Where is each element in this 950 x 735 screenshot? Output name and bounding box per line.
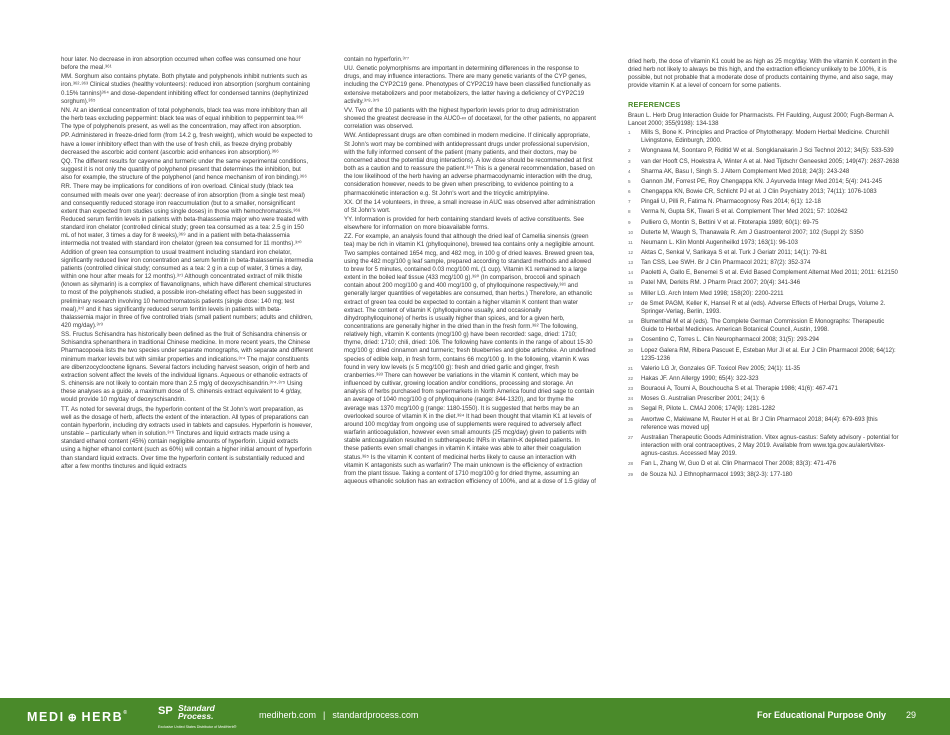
reference-item — [628, 269, 900, 277]
reference-item — [628, 460, 900, 468]
paragraph: NN. At an identical concentration of total polyphenols, black tea was more inhibitory than all the herb teas excluding peppermint: black tea was of equal inhibition to peppermint tea.³⁶⁶ The type of polyphenols present, as well as the concentration, may affect iron absorption. — [61, 106, 307, 131]
paragraph: ZZ. For example, an analysis found that although the dried leaf of Camellia sinensis (green tea) may be rich in vitamin K1 (phylloquinone), brewed tea contains only a negligible amount. Two samples contained 1654 mcg, and 482 mcg, in 100 g of dried leaves. Brewed green tea, using the 482 mcg/100 g leaf sample, prepared according to standard methods and allowed to brew for 5 minutes, contained 0.03 mcg/100 mL (1 cup). Vitamin K1 remained to a large extent in the boiled leaf tissue (433 mcg/100 g).³⁸⁰ (In comparison, broccoli and spinach contain about 200 mcg/100 g and 400 mcg/100 g, of phylloquinone respectively,³⁸¹ and generally larger quantities of vegetables are consumed, than herbs.) Therefore, an ethanolic extract of green tea could be expected to contain a higher vitamin K content than water extract. The content of vitamin K (phylloquinone usually, and occasionally dihydrophylloquinone) of herbs is usually higher than spices, and for a given herb, concentrations are generally higher in the dried than in the fresh form.³⁸² The following, relatively high, vitamin K contents (mcg/100 g) have been recorded: sage, dried: 1710; thyme, dried: 1710; chili, dried: 106. The following have contents in the range of about 15-30 mcg/100 g: dried cinnamon and turmeric; fresh blueberries and globe artichoke. An undefined species of edible kelp, in fresh form, contains 66 mcg/100 g. In the following, vitamin K was found in very low levels (≤ 5 mcg/100 g): fresh and dried garlic and ginger, fresh cranberries.³⁸³ There can however be variations in the vitamin K content, which may be influenced by cultivar, growing location and/or conditions, processing and storage. An analysis of herbs purchased from supermarkets in North America found dried sage to contain an average of 1040 mcg/100 g of phylloquinone (range: 844-1320), and for thyme the average was 1370 mcg/100 g (range: 1180-1550). It is suggested that herbs may be an overlooked source of vitamin K in the diet.³⁸⁴ It had been thought that vitamin K1 at levels of around 100 mcg/day from ongoing use of supplements were required to adversely affect warfarin anticoagulation, however even small amounts (25 mcg/day) given to patients with stable anticoagulation resulted in subtherapeutic INRs in vitamin-K depleted patients. In these patients even small changes in vitamin K intake was able to alter their coagulation status.³⁸⁵ Is the vitamin K content of medicinal herbs likely to cause an interaction with vitamin K antagonists such as warfarin? The main unknown is the efficiency of extraction from the plant tissue. Taking a content of 1710 mcg/100 g for dried thyme, assuming an aqueous ethanolic solution has an extraction efficiency of 100%, and at a dose of 1.5 g/day of — [344, 233, 596, 485]
reference-item — [628, 336, 900, 344]
reference-text: Sharma AK, Basu I, Singh S. J Altern Complement Med 2018; 24(3): 243-248 — [641, 167, 850, 175]
reference-item — [628, 290, 900, 298]
reference-number: 26 — [628, 416, 634, 422]
paragraph: contain no hyperforin.³⁷⁷ — [344, 56, 410, 63]
reference-item — [628, 385, 900, 393]
reference-text: Hakas JF. Ann Allergy 1990; 65(4): 322-323 — [641, 375, 759, 382]
reference-number: 21 — [628, 365, 634, 371]
reference-text: Verma N, Gupta SK, Tiwari S et al. Complement Ther Med 2021; 57: 102642 — [641, 208, 848, 216]
reference-item — [628, 365, 900, 373]
reference-list — [628, 129, 900, 479]
reference-text: Awortwe C, Makiwane M, Reuter H et al. Br J Clin Pharmacol 2018; 84(4): 679-693 [this reference was moved up] — [641, 415, 878, 431]
reference-number: 9 — [628, 219, 631, 225]
reference-number: 2 — [628, 148, 631, 154]
text-column-2 — [344, 56, 596, 487]
reference-item — [628, 168, 900, 176]
reference-number: 11 — [628, 239, 633, 245]
reference-item — [628, 279, 900, 287]
reference-text: Bouraoui A, Toumi A, Bouchoucha S et al. Therapie 1986; 41(6): 467-471 — [641, 385, 838, 393]
paragraph: SS. Fructus Schisandra has historically been defined as the fruit of Schisandra chinensis or Schisandra sphenanthera in traditional Chinese medicine. In more recent years, the Chinese Pharmacopoeia lists the two species under separate monographs, with separate and different minimum marker levels but with similar properties and indications.³⁷⁴ The major constituents are dibenzocyclooctene lignans. Several factors including harvest season, origin of herb and extraction solvent affect the levels of the individual lignans. Aqueous or ethanolic extracts of S. chinensis are not likely to contain more than 2.5 mg/g of deoxyschisandrin.³⁷⁴·³⁷⁵ Using these analyses as a guide, a maximum dose of S. chinensis extract equivalent to 4 g/day, would provide 10 mg/day of deoxyschisandrin. — [61, 331, 313, 404]
reference-item — [628, 129, 900, 145]
reference-number: 7 — [628, 199, 631, 205]
text-column-3 — [628, 58, 900, 481]
reference-number: 16 — [628, 290, 634, 296]
paragraph: QQ. The different results for cayenne and turmeric under the same experimental conditions, suggest it is not only the quantity of polyphenol present that determines the inhibition, but also for example, the structure of the polyphenol (and hence mechanism of iron binding).³⁶⁶ — [61, 157, 309, 182]
standardprocess-link[interactable]: standardprocess.com — [332, 710, 419, 720]
reference-text: Miller LG. Arch Intern Med 1998; 158(20): 2200-2211 — [641, 289, 784, 297]
reference-item — [628, 198, 900, 206]
reference-item — [628, 318, 900, 334]
logo-cross-icon: ⊕ — [67, 712, 79, 724]
reference-text: van der Hooft CS, Hoekstra A, Winter A et al. Ned Tijdschr Geneeskd 2005; 149(47): 2637-2638 — [641, 157, 900, 165]
paragraph: UU. Genetic polymorphisms are important in determining differences in the response to drugs, and may influence interactions. There are many genetic variants of the CYP genes, including the CYP2C19 gene. Phenotypes of CYP2C19 have been classified functionally as extensive metabolizers and poor metabolizers, the latter having a deficiency of CYP2C19 activity.³⁷⁸·³⁷⁹ — [344, 65, 591, 105]
reference-text: Chengappa KN, Bowie CR, Schlicht PJ et al. J Clin Psychiatry 2013; 74(11): 1076-1083 — [641, 188, 877, 196]
reference-text: Pulliero G, Montin S, Bettini V et al. Fitoterapia 1989; 60(1): 69-75 — [641, 218, 819, 226]
reference-text: Valerio LG Jr, Gonzales GF. Toxicol Rev 2005; 24(1): 11-35 — [641, 364, 801, 372]
reference-number: 15 — [628, 280, 634, 286]
reference-text: Pingali U, Pilli R, Fatima N. Pharmacognosy Res 2014; 6(1): 12-18 — [641, 198, 821, 206]
references-heading: REFERENCES — [628, 99, 681, 109]
reference-text: Duterte M, Waugh S, Thanawala R. Am J Gastroenterol 2007; 102 (Suppl 2): S350 — [641, 228, 864, 236]
reference-number: 4 — [628, 168, 631, 174]
reference-text: Tan CSS, Lee SWH. Br J Clin Pharmacol 2021; 87(2): 352-374 — [641, 259, 811, 267]
sp-tagline: Exclusive United States Distributor of MediHerb® — [158, 725, 237, 729]
reference-number: 12 — [628, 249, 634, 255]
reference-text: Australian Therapeutic Goods Administration. Vitex agnus-castus: Safety advisory - potential for interaction with oral contraceptives, 2 May 2019. Available from www.tga.gov.au/alert/vitex-agnus-castus. Accessed May 2019. — [641, 433, 899, 458]
reference-text: Paoletti A, Gallo E, Benemei S et al. Evid Based Complement Alternat Med 2011; 2011: 612150 — [641, 269, 898, 277]
reference-number: 20 — [628, 347, 634, 353]
paragraph: XX. Of the 14 volunteers, in three, a small increase in AUC was observed after administration of St John's wort. — [344, 198, 595, 214]
text-column-1 — [61, 56, 313, 472]
paragraph: hour later. No decrease in iron absorption occurred when coffee was consumed one hour before the meal.³⁶¹ — [61, 56, 301, 72]
reference-number: 13 — [628, 260, 634, 266]
reference-item — [628, 471, 900, 479]
reference-number: 23 — [628, 386, 634, 392]
paragraph: PP. Administered in freeze-dried form (from 14.2 g, fresh weight), which would be expected to have a lower inhibitory effect than with the use of fresh chili, as freeze drying probably decreased the ascorbic acid content (ascorbic acid enhances iron absorption).³⁶⁶ — [61, 132, 313, 156]
reference-number: 18 — [628, 319, 634, 325]
paragraph: WW. Antidepressant drugs are often combined in modern medicine. If clinically appropriate, St John's wort may be combined with antidepressant drugs under professional supervision, with the fully informed consent of the patient (many patients, and their doctors, may be concerned about the potential drug interactions). A low dose should be recommended at first both as a caution and to reassure the patient.³¹⁴ This is a general recommendation, based on the low likelihood of the herb having an adverse pharmacodynamic interaction with the drug, consideration however, needs to be given when prescribing, to evidence pointing to a pharmacokinetic interaction e.g. St John's wort and the tricyclic amitriptyline. — [344, 132, 595, 197]
reference-number: 1 — [628, 130, 631, 136]
reference-number: 29 — [628, 471, 634, 477]
reference-text: Cosentino C, Torres L. Clin Neuropharmacol 2008; 31(5): 293-294 — [641, 336, 820, 344]
reference-number: 28 — [628, 461, 634, 467]
reference-text: Aktas C, Senkal V, Sarikaya S et al. Turk J Geriatr 2011; 14(1): 79-81 — [641, 248, 828, 256]
paragraph: VV. Two of the 10 patients with the highest hyperforin levels prior to drug administration showed the greatest decrease in the AUC0-∞ of docetaxel, for the other patients, no apparent correlation was observed. — [344, 106, 596, 131]
reference-item — [628, 405, 900, 413]
reference-number: 27 — [628, 434, 634, 440]
paragraph: RR. There may be implications for conditions of iron overload. Clinical study (black tea consumed with meals over one year): decrease of iron absorption (from a single test meal) and consequently reduced storage iron reaccumulation (but to a smaller, nonsignificant extent than expected from studies using single doses) in those with hemochromatosis.³⁶⁸ Reduced serum ferritin levels in patients with beta-thalassemia major who were treated with standard iron chelator (controlled clinical study; green tea consumed as a tea: 2.5 g in 150 mL of hot water, 3 times a day for 8 weeks),³⁶⁹ and in a patient with beta-thalassemia intermedia not treated with standard iron chelator (green tea consumed for 11 months).³⁷⁰ Addition of green tea consumption to usual treatment including standard iron chelator, significantly reduced liver iron concentration and serum ferritin in beta-thalassemia intermedia patients (controlled clinical study; consumed as a tea: 2 g in a cup of water, 3 times a day, within one hour after meals for 12 months).³⁷¹ Although concentrated extract of milk thistle (known as silymarin) is a complex of flavanolignans, which have different chemical structures to most of the polyphenols studied, a possible iron-chelating effect has been suggested in preliminary research involving 10 hemochromatosis patients (single dose: 140 mg; test meal),³⁷² and it has significantly reduced serum ferritin levels in patients with beta-thalassemia major in three of five controlled trials (small patient numbers; adults and children, 420 mg/day).³⁷³ — [61, 183, 313, 329]
educational-purpose-label: For Educational Purpose Only — [757, 710, 887, 720]
reference-item — [628, 239, 900, 247]
reference-item — [628, 395, 900, 403]
reference-item — [628, 178, 900, 186]
reference-text: Lopez Galera RM, Ribera Pascuet E, Esteban Mur JI et al. Eur J Clin Pharmacol 2008; 64(12): 1235-1236 — [641, 346, 896, 362]
reference-number: 17 — [628, 300, 634, 306]
paragraph: YY. Information is provided for herb containing standard levels of active constituents. See elsewhere for information on more bioavailable forms. — [344, 215, 585, 232]
reference-item — [628, 259, 900, 267]
paragraph: MM. Sorghum also contains phytate. Both phytate and polyphenols inhibit nutrients such as iron.³⁶²·³⁶³ Clinical studies (healthy volunteers): reduced iron absorption (sorghum containing 0.15% tannins)³⁶⁴ and dose-dependent inhibiting effect for condensed tannins (dephytinized sorghum).³⁶⁵ — [61, 73, 310, 105]
mediherb-link[interactable]: mediherb.com — [259, 710, 317, 720]
reference-number: 24 — [628, 396, 634, 402]
page-number: 29 — [906, 710, 917, 720]
reference-text: Mills S, Bone K. Principles and Practice of Phytotherapy: Modern Herbal Medicine. Churchill Livingstone, Edinburgh, 2000. — [641, 129, 889, 145]
reference-text: Blumenthal M et al (eds). The Complete German Commission E Monographs: Therapeutic Guide to Herbal Medicines. American Botanical Council, Austin, 1998. — [641, 318, 885, 334]
reference-text: Moses G. Australian Prescriber 2001; 24(1): 6 — [641, 395, 765, 403]
reference-item — [628, 347, 900, 363]
mediherb-logo: MEDI ⊕ HERB® — [27, 710, 129, 724]
reference-text: Neumann L. Klin Monbl Augenheilkd 1973; 163(1): 96-103 — [641, 238, 798, 246]
reference-number: 19 — [628, 337, 634, 343]
reference-number: 8 — [628, 209, 631, 215]
reference-number: 5 — [628, 178, 631, 184]
reference-item — [628, 208, 900, 216]
column3-continuation: dried herb, the dose of vitamin K1 could be as high as 25 mcg/day. With the vitamin K content in the dried herb not likely to always be this high, and the extraction efficiency unlikely to be 100%, it is possible, but not probable that a moderate dose of products containing thyme, and also sage, may provide vitamin K at a level of concern for some patients. — [628, 58, 897, 90]
reference-item — [628, 300, 900, 316]
reference-number: 14 — [628, 270, 634, 276]
reference-number: 3 — [628, 158, 631, 164]
reference-item — [628, 434, 900, 458]
reference-item — [628, 229, 900, 237]
reference-item — [628, 219, 900, 227]
reference-number: 10 — [628, 229, 634, 235]
paragraph: TT. As noted for several drugs, the hyperforin content of the St John's wort preparation, as well as the dosage of herb, affects the extent of the interaction. All types of preparations can contain hyperforin, including dry extracts used in tablets and capsules. Hyperforin is however, unstable – particularly when in solution.³⁷⁶ Tinctures and liquid extracts made using a standard ethanol content (45%) contain negligible amounts of hyperforin. Liquid extracts using a higher ethanol content (such as 60%) will contain a higher initial amount of hyperforin than standard liquid extracts. Over time the hyperforin content is substantially reduced and after a few months tinctures and liquid extracts — [61, 405, 313, 470]
reference-text: Segal R, Pilote L. CMAJ 2006; 174(9): 1281-1282 — [641, 405, 776, 413]
references-intro: Braun L. Herb Drug Interaction Guide for Pharmacists. FH Faulding, August 2000; Fugh-Berman A. Lancet 2000; 355(9198): 134-138 — [628, 111, 895, 127]
reference-item — [628, 158, 900, 166]
reference-text: Patel NM, Derkits RM. J Pharm Pract 2007; 20(4): 341-346 — [641, 279, 801, 287]
reference-number: 22 — [628, 376, 634, 381]
reference-text: Wongnawa M, Soontaro P, Riditid W et al. Songklanakarin J Sci Technol 2012; 34(5): 533-539 — [641, 147, 894, 155]
reference-item — [628, 147, 900, 155]
reference-number: 6 — [628, 189, 631, 195]
reference-text: Gannon JM, Forrest PE, Roy Chengappa KN. J Ayurveda Integr Med 2014; 5(4): 241-245 — [641, 177, 883, 185]
reference-text: de Souza NJ. J Ethnopharmacol 1993; 38(2-3): 177-180 — [641, 470, 793, 478]
reference-item — [628, 188, 900, 196]
reference-item — [628, 375, 900, 383]
sp-mark-icon: SP — [158, 705, 173, 717]
reference-text: Fan L, Zhang W, Guo D et al. Clin Pharmacol Ther 2008; 83(3): 471-476 — [641, 460, 836, 468]
footer-bar — [0, 698, 950, 735]
standard-process-logo: SP Standard Process. Exclusive United States Distributor of MediHerb® — [158, 703, 237, 729]
reference-number: 25 — [628, 406, 634, 412]
footer-websites: mediherb.com | standardprocess.com — [259, 710, 419, 720]
reference-item — [628, 416, 900, 432]
reference-item — [628, 249, 900, 257]
reference-text: de Smet PAGM, Keller K, Hansel R et al (eds). Adverse Effects of Herbal Drugs, Volume 2. Springer-Verlag, Berlin, 1993. — [641, 299, 886, 315]
